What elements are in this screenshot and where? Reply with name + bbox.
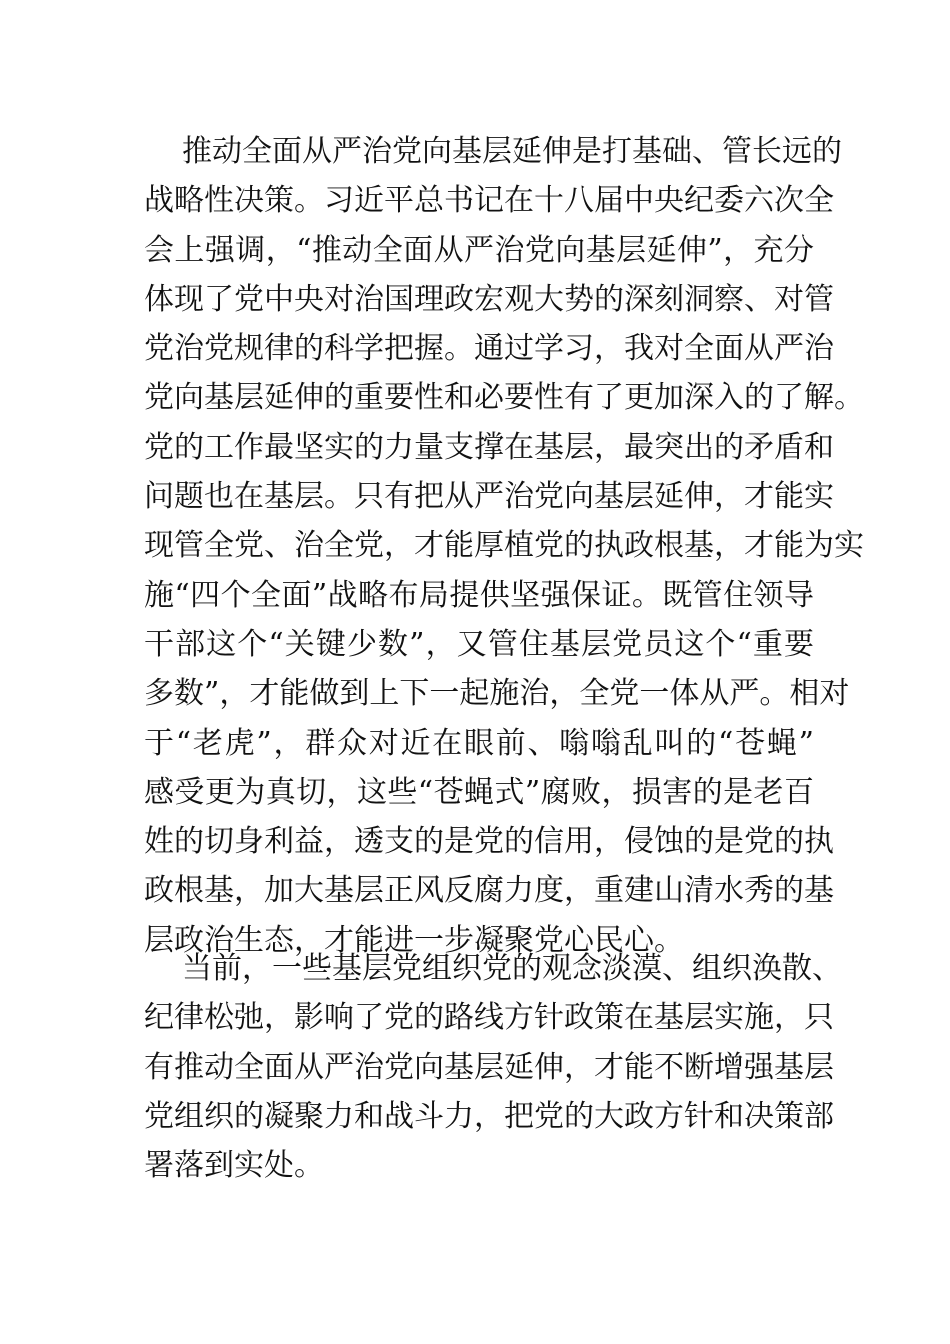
paragraph-1	[144, 127, 864, 965]
paragraph-line: 当前，一些基层党组织党的观念淡漠、组织涣散、	[182, 951, 842, 986]
paragraph-line: 问题也在基层。只有把从严治党向基层延伸，才能实	[144, 479, 834, 515]
paragraph-line: 现管全党、治全党，才能厚植党的执政根基，才能为实	[144, 528, 864, 564]
paragraph-line: 党的工作最坚实的力量支撑在基层，最突出的矛盾和	[144, 429, 834, 465]
paragraph-line: 施“四个全面”战略布局提供坚强保证。既管住领导	[144, 577, 814, 613]
paragraph-line: 姓的切身利益，透支的是党的信用，侵蚀的是党的执	[144, 824, 834, 860]
paragraph-line: 党向基层延伸的重要性和必要性有了更加深入的了解。	[144, 380, 864, 416]
paragraph-line: 层政治生态，才能进一步凝聚党心民心。	[144, 922, 684, 958]
paragraph-line: 党治党规律的科学把握。通过学习，我对全面从严治	[144, 331, 834, 367]
paragraph-line: 署落到实处。	[144, 1148, 324, 1184]
paragraph-line: 体现了党中央对治国理政宏观大势的深刻洞察、对管	[144, 281, 834, 317]
paragraph-line: 干部这个“关键少数”，又管住基层党员这个“重要	[144, 626, 814, 662]
paragraph-line: 党组织的凝聚力和战斗力，把党的大政方针和决策部	[144, 1098, 834, 1134]
paragraph-line: 多数”，才能做到上下一起施治，全党一体从严。相对	[144, 676, 850, 712]
paragraph-2	[144, 944, 842, 1190]
paragraph-line: 推动全面从严治党向基层延伸是打基础、管长远的	[182, 134, 842, 169]
paragraph-line: 战略性决策。习近平总书记在十八届中央纪委六次全	[144, 183, 834, 219]
paragraph-line: 政根基，加大基层正风反腐力度，重建山清水秀的基	[144, 873, 834, 909]
paragraph-line: 会上强调，“推动全面从严治党向基层延伸”，充分	[144, 232, 814, 268]
paragraph-line: 于“老虎”，群众对近在眼前、嗡嗡乱叫的“苍蝇”	[144, 725, 814, 761]
paragraph-line: 感受更为真切，这些“苍蝇式”腐败，损害的是老百	[144, 774, 814, 810]
paragraph-line: 有推动全面从严治党向基层延伸，才能不断增强基层	[144, 1049, 834, 1085]
paragraph-line: 纪律松弛，影响了党的路线方针政策在基层实施，只	[144, 1000, 834, 1036]
